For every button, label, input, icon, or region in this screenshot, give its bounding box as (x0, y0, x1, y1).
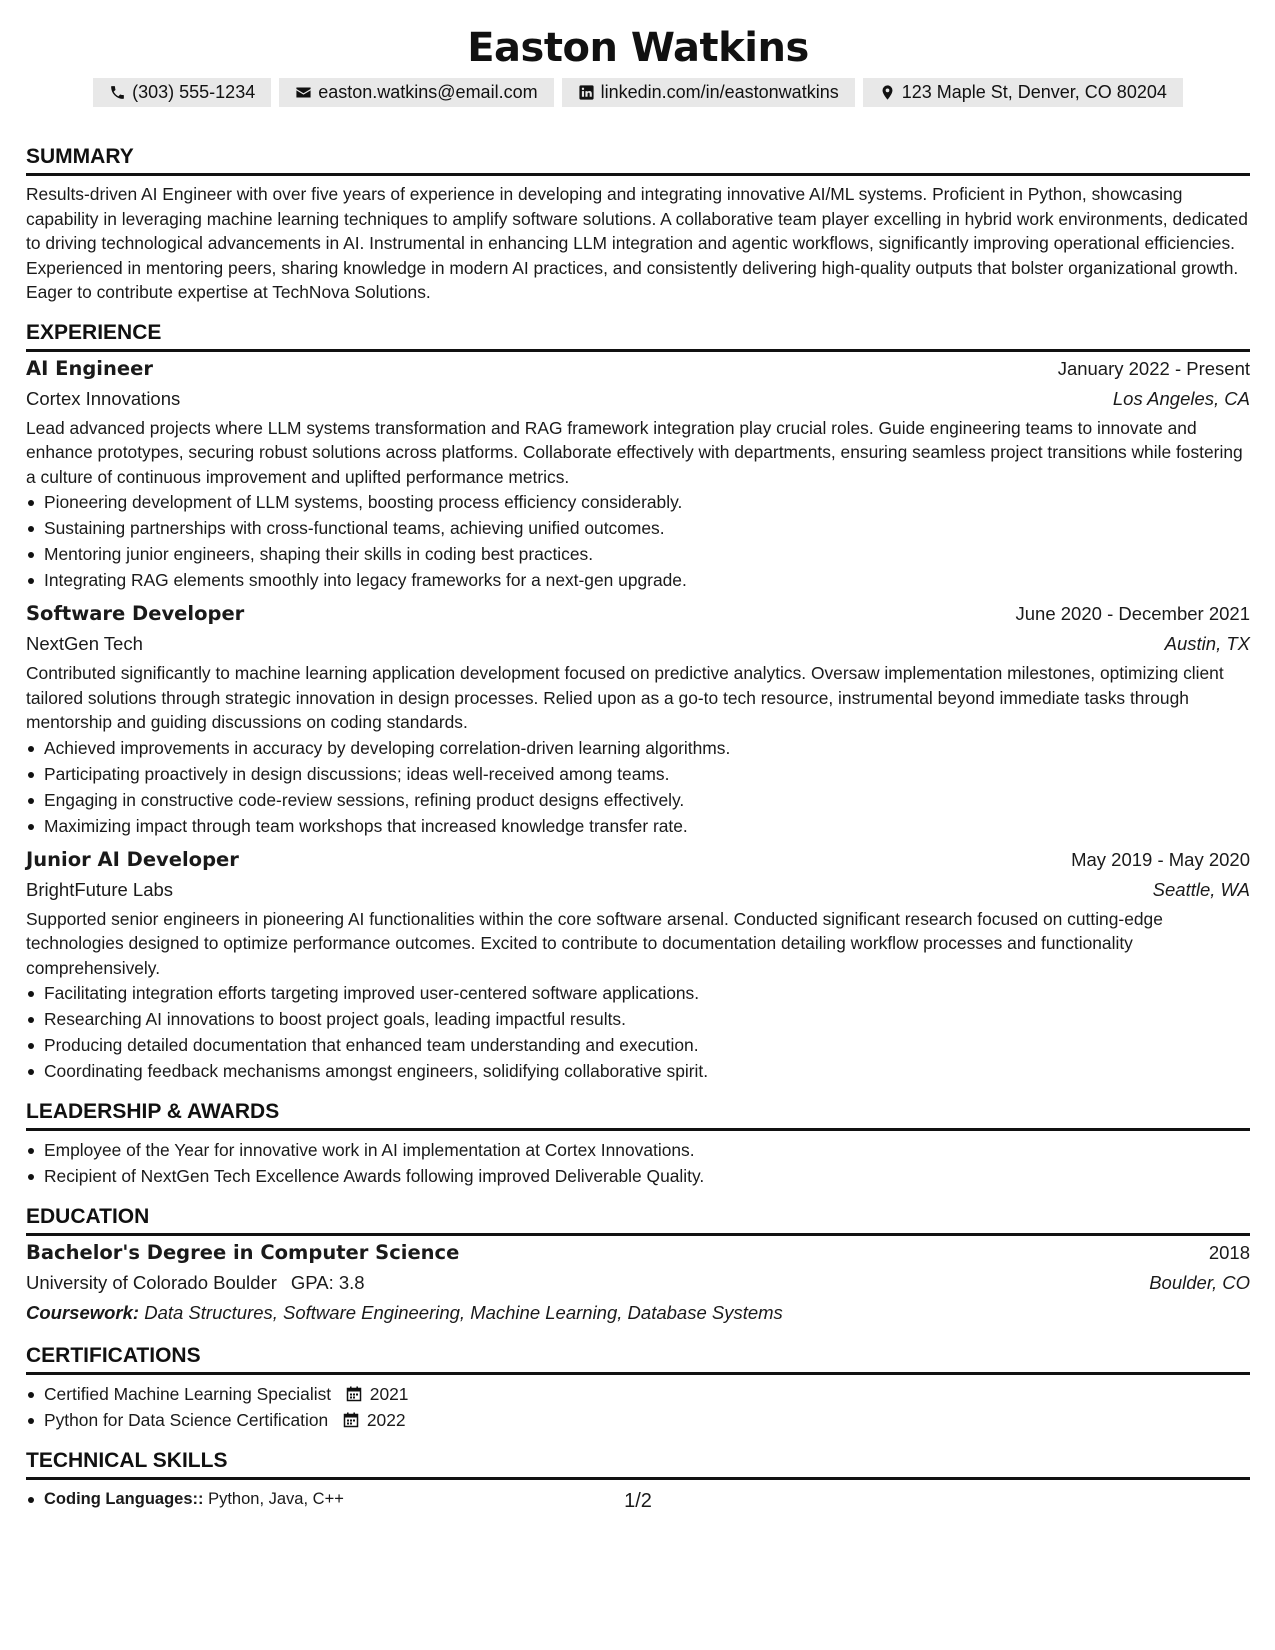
job-title: Junior AI Developer (26, 847, 239, 871)
contact-phone (93, 78, 271, 107)
list-item: Engaging in constructive code-review sessions, refining product designs effectively. (44, 787, 1250, 813)
section-title: EXPERIENCE (26, 320, 162, 344)
awards-list (26, 1137, 1250, 1189)
certification-name: Python for Data Science Certification (44, 1410, 329, 1430)
email-text: easton.watkins@email.com (318, 82, 538, 102)
experience-section (26, 319, 1250, 1085)
job-bullets (26, 980, 1250, 1084)
list-item: Facilitating integration efforts targeting improved user-centered software applications. (44, 980, 1250, 1006)
linkedin-icon (578, 84, 595, 101)
certification-name: Certified Machine Learning Specialist (44, 1384, 332, 1404)
job-location: Austin, TX (1164, 633, 1250, 654)
list-item (44, 1407, 1250, 1433)
section-divider (26, 173, 1250, 176)
job-entry (26, 599, 1250, 839)
company-name: Cortex Innovations (26, 387, 181, 409)
coursework-label: Coursework: (26, 1302, 140, 1323)
envelope-icon (295, 84, 312, 101)
job-location: Los Angeles, CA (1112, 387, 1250, 409)
degree-title: Bachelor's Degree in Computer Science (26, 1241, 460, 1264)
phone-icon (109, 84, 126, 101)
list-item: Achieved improvements in accuracy by developing correlation-driven learning algorithms. (44, 735, 1250, 761)
list-item (44, 1381, 1250, 1407)
leadership-section (26, 1098, 1250, 1189)
job-description: Lead advanced projects where LLM systems transformation and RAG framework integration play crucial roles. Guide engineering teams to innovate and enhance prototypes, securing robust solutions across platforms. Collaborate effectively with departments, ensuring seamless project transitions while fostering a culture of continuous improvement and uplifted performance metrics. (26, 417, 1243, 487)
section-divider (26, 1128, 1250, 1131)
contact-bar (26, 78, 1250, 107)
job-date: January 2022 - Present (1057, 357, 1250, 379)
job-title: AI Engineer (26, 356, 153, 380)
calendar-icon (346, 1386, 362, 1402)
job-entry (26, 845, 1250, 1085)
certifications-list (26, 1381, 1250, 1433)
summary-section (26, 143, 1250, 305)
section-divider (26, 1477, 1250, 1480)
job-entry (26, 354, 1250, 594)
section-divider (26, 1233, 1250, 1236)
list-item: Producing detailed documentation that enhanced team understanding and execution. (44, 1032, 1250, 1058)
graduation-year: 2018 (1208, 1242, 1250, 1263)
company-name: BrightFuture Labs (26, 878, 174, 900)
coursework-line (26, 1298, 1250, 1328)
candidate-name: Easton Watkins (467, 25, 809, 71)
list-item: Participating proactively in design discussions; ideas well-received among teams. (44, 761, 1250, 787)
calendar-icon (343, 1412, 359, 1428)
certification-year: 2022 (366, 1410, 406, 1430)
list-item: Researching AI innovations to boost project goals, leading impactful results. (44, 1006, 1250, 1032)
section-divider (26, 349, 1250, 352)
summary-text: Results-driven AI Engineer with over five years of experience in developing and integrating innovative AI/ML systems. Proficient in Python, showcasing capability in leveraging machine learning techniques to amplify software solutions. A collaborative team player excelling in hybrid work environments, dedicated to driving technological advancements in AI. Instrumental in enhancing LLM integration and agentic workflows, significantly improving operational efficiencies. Experienced in mentoring peers, sharing knowledge in modern AI practices, and consistently delivering high-quality outputs that bolster organizational growth. Eager to contribute expertise at TechNova Solutions. (26, 184, 1248, 302)
list-item: Integrating RAG elements smoothly into legacy frameworks for a next-gen upgrade. (44, 567, 1250, 593)
list-item: Mentoring junior engineers, shaping their skills in coding best practices. (44, 541, 1250, 567)
coursework-text: Data Structures, Software Engineering, Machine Learning, Database Systems (144, 1302, 783, 1323)
address-text: 123 Maple St, Denver, CO 80204 (901, 82, 1167, 102)
list-item: Pioneering development of LLM systems, boosting process efficiency considerably. (44, 489, 1250, 515)
list-item: Maximizing impact through team workshops that increased knowledge transfer rate. (44, 813, 1250, 839)
section-title: LEADERSHIP & AWARDS (26, 1100, 280, 1123)
job-description: Contributed significantly to machine learning application development focused on predictive analytics. Oversaw implementation milestones, optimizing client tailored solutions through strategic innovation in design processes. Relied upon as a go-to tech resource, instrumental beyond immediate tasks through mentorship and guiding discussions on coding standards. (26, 663, 1224, 732)
school-name: University of Colorado Boulder (26, 1272, 277, 1293)
location-pin-icon (879, 84, 896, 101)
gpa-text: GPA: 3.8 (290, 1272, 365, 1293)
job-title: Software Developer (26, 602, 245, 625)
job-bullets (26, 735, 1250, 839)
list-item: Employee of the Year for innovative work in AI implementation at Cortex Innovations. (44, 1137, 1250, 1163)
certifications-section (26, 1342, 1250, 1433)
education-section (26, 1203, 1250, 1328)
section-title: CERTIFICATIONS (26, 1344, 201, 1367)
section-title: SUMMARY (26, 145, 134, 168)
job-location: Seattle, WA (1152, 878, 1250, 900)
contact-linkedin[interactable] (562, 78, 855, 107)
job-bullets (26, 489, 1250, 593)
job-description: Supported senior engineers in pioneering AI functionalities within the core software arsenal. Conducted significant research focused on cutting-edge technologies designed to optimize performance outcomes. Excited to contribute to documentation detailing workflow processes and functionality comprehensively. (26, 908, 1163, 978)
job-date: June 2020 - December 2021 (1015, 603, 1250, 624)
skill-label: Coding Languages:: (44, 1490, 204, 1508)
contact-address (863, 78, 1183, 107)
list-item: Recipient of NextGen Tech Excellence Awards following improved Deliverable Quality. (44, 1163, 1250, 1189)
job-date: May 2019 - May 2020 (1071, 848, 1250, 870)
certification-year: 2021 (369, 1384, 409, 1404)
skill-value: Python, Java, C++ (208, 1490, 344, 1508)
page-number: 1/2 (624, 1490, 652, 1512)
section-divider (26, 1372, 1250, 1375)
contact-email[interactable] (279, 78, 553, 107)
list-item: Coordinating feedback mechanisms amongst engineers, solidifying collaborative spirit. (44, 1058, 1250, 1084)
company-name: NextGen Tech (26, 633, 143, 654)
phone-text: (303) 555-1234 (132, 82, 256, 102)
linkedin-text: linkedin.com/in/eastonwatkins (600, 82, 839, 102)
section-title: EDUCATION (26, 1205, 150, 1228)
school-location: Boulder, CO (1149, 1272, 1250, 1293)
section-title: TECHNICAL SKILLS (26, 1449, 228, 1472)
resume-page (26, 0, 1250, 1650)
list-item: Sustaining partnerships with cross-functional teams, achieving unified outcomes. (44, 515, 1250, 541)
